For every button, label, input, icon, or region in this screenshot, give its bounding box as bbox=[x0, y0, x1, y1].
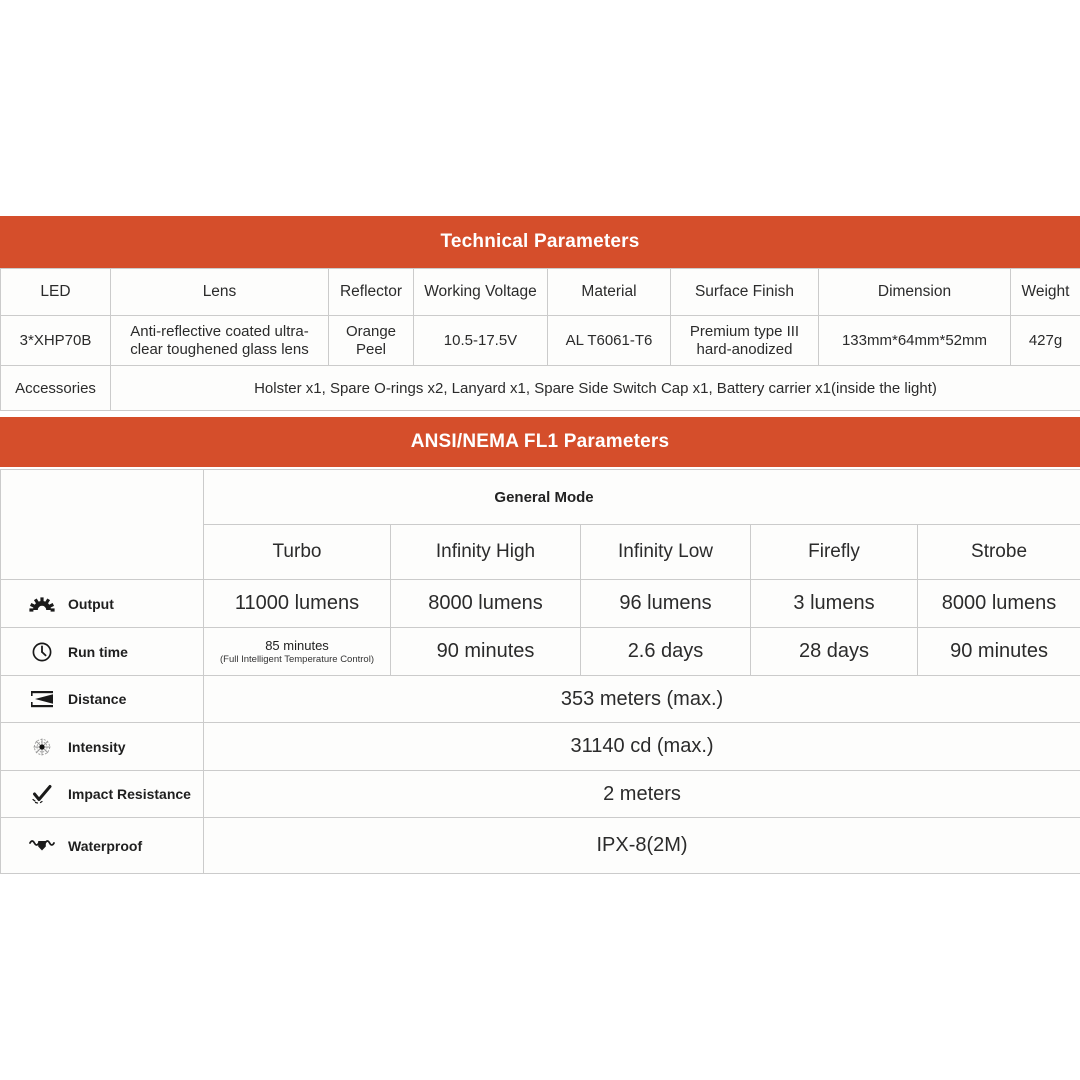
waterproof-label-cell bbox=[1, 818, 204, 874]
mode-header-turbo: Turbo bbox=[204, 525, 391, 580]
mode-header-firefly: Firefly bbox=[751, 525, 918, 580]
output-row bbox=[1, 580, 1080, 628]
clock-icon bbox=[29, 641, 55, 663]
technical-values-row bbox=[1, 316, 1080, 366]
distance-label: Distance bbox=[68, 691, 127, 707]
column-header-reflector: Reflector bbox=[329, 269, 414, 316]
technical-parameters-header bbox=[0, 216, 1080, 268]
impact-resistance-label-cell bbox=[1, 771, 204, 818]
output-label: Output bbox=[68, 595, 114, 612]
technical-header-row bbox=[1, 269, 1080, 316]
runtime-label-cell bbox=[1, 628, 204, 676]
runtime-turbo-value: 85 minutes bbox=[265, 637, 329, 653]
column-header-working-voltage: Working Voltage bbox=[414, 269, 548, 316]
cell-weight-value: 427g bbox=[1011, 316, 1080, 366]
intensity-value: 31140 cd (max.) bbox=[204, 723, 1080, 771]
gear-icon bbox=[29, 593, 55, 615]
mode-header-infinity-low: Infinity Low bbox=[581, 525, 751, 580]
runtime-turbo bbox=[204, 628, 391, 676]
cell-lens-value: Anti-reflective coated ultra-clear toughened glass lens bbox=[111, 316, 329, 366]
fl1-corner-cell bbox=[1, 470, 204, 580]
impact-resistance-label: Impact Resistance bbox=[68, 786, 191, 802]
spec-sheet bbox=[0, 216, 1080, 874]
accessories-row bbox=[1, 366, 1080, 411]
waterproof-label: Waterproof bbox=[68, 837, 143, 854]
waterproof-value: IPX-8(2M) bbox=[204, 818, 1080, 874]
intensity-label: Intensity bbox=[68, 738, 126, 755]
column-header-led: LED bbox=[1, 269, 111, 316]
cell-reflector-value: Orange Peel bbox=[329, 316, 414, 366]
waterproof-icon bbox=[29, 835, 55, 857]
distance-row bbox=[1, 676, 1080, 723]
general-mode-row bbox=[1, 470, 1080, 525]
output-label-cell bbox=[1, 580, 204, 628]
cell-working-voltage-value: 10.5-17.5V bbox=[414, 316, 548, 366]
mode-header-strobe: Strobe bbox=[918, 525, 1080, 580]
technical-parameters-title: Technical Parameters bbox=[440, 231, 640, 252]
accessories-label: Accessories bbox=[1, 366, 111, 411]
cell-material-value: AL T6061-T6 bbox=[548, 316, 671, 366]
mode-header-infinity-high: Infinity High bbox=[391, 525, 581, 580]
runtime-infinity-low: 2.6 days bbox=[581, 628, 751, 676]
impact-resistance-value: 2 meters bbox=[204, 771, 1080, 818]
column-header-lens: Lens bbox=[111, 269, 329, 316]
distance-value: 353 meters (max.) bbox=[204, 676, 1080, 723]
beam-distance-icon bbox=[29, 688, 55, 710]
intensity-row bbox=[1, 723, 1080, 771]
cell-led-value: 3*XHP70B bbox=[1, 316, 111, 366]
technical-parameters-table bbox=[0, 268, 1080, 411]
beam-intensity-icon bbox=[29, 736, 55, 758]
distance-label-cell bbox=[1, 676, 204, 723]
intensity-label-cell bbox=[1, 723, 204, 771]
column-header-material: Material bbox=[548, 269, 671, 316]
accessories-value: Holster x1, Spare O-rings x2, Lanyard x1, Spare Side Switch Cap x1, Battery carrier x1(inside the light) bbox=[111, 366, 1080, 411]
output-infinity-high: 8000 lumens bbox=[391, 580, 581, 628]
impact-resistance-icon bbox=[29, 783, 55, 805]
output-strobe: 8000 lumens bbox=[918, 580, 1080, 628]
fl1-parameters-header bbox=[0, 417, 1080, 467]
runtime-firefly: 28 days bbox=[751, 628, 918, 676]
runtime-row bbox=[1, 628, 1080, 676]
column-header-surface-finish: Surface Finish bbox=[671, 269, 819, 316]
output-turbo: 11000 lumens bbox=[204, 580, 391, 628]
fl1-parameters-table bbox=[0, 469, 1080, 874]
runtime-label: Run time bbox=[68, 643, 128, 660]
output-firefly: 3 lumens bbox=[751, 580, 918, 628]
runtime-turbo-note: (Full Intelligent Temperature Control) bbox=[219, 653, 374, 665]
general-mode-header: General Mode bbox=[204, 470, 1080, 525]
output-infinity-low: 96 lumens bbox=[581, 580, 751, 628]
cell-surface-finish-value: Premium type III hard-anodized bbox=[671, 316, 819, 366]
waterproof-row bbox=[1, 818, 1080, 874]
impact-resistance-row bbox=[1, 771, 1080, 818]
fl1-parameters-title: ANSI/NEMA FL1 Parameters bbox=[410, 431, 670, 452]
runtime-strobe: 90 minutes bbox=[918, 628, 1080, 676]
runtime-infinity-high: 90 minutes bbox=[391, 628, 581, 676]
column-header-dimension: Dimension bbox=[819, 269, 1011, 316]
column-header-weight: Weight bbox=[1011, 269, 1080, 316]
cell-dimension-value: 133mm*64mm*52mm bbox=[819, 316, 1011, 366]
